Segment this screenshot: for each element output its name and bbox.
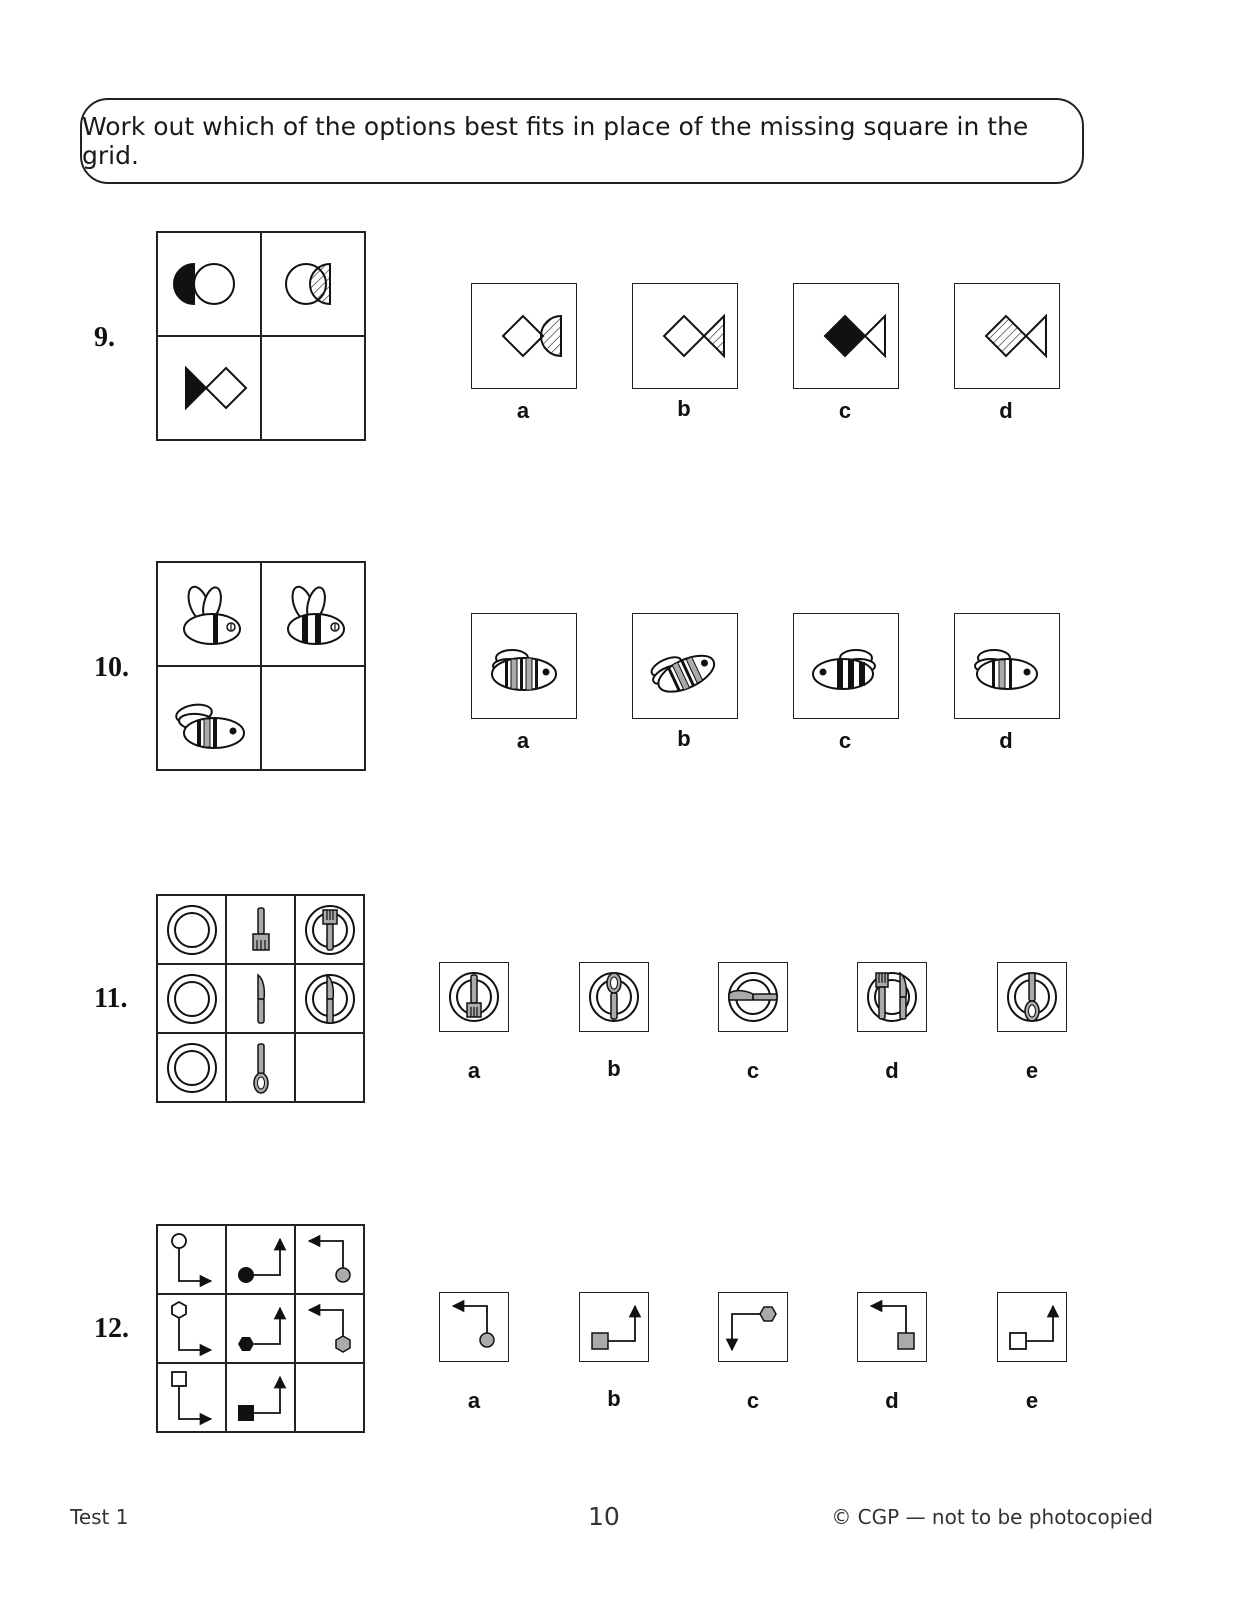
q10-option-b[interactable] xyxy=(632,613,738,719)
q9-option-d-label: d xyxy=(999,398,1013,423)
q9-option-b[interactable] xyxy=(632,283,738,389)
bee-icon xyxy=(801,626,891,706)
plate-knife-icon xyxy=(300,969,360,1029)
q11-option-b-label: b xyxy=(607,1056,621,1081)
q10-cell-3 xyxy=(157,666,261,770)
bee-icon xyxy=(268,574,358,654)
question-12-number: 12. xyxy=(94,1313,129,1344)
q11-option-a-label: a xyxy=(467,1058,481,1083)
q10-option-d[interactable] xyxy=(954,613,1060,719)
q9-cell-2 xyxy=(261,232,365,336)
plate-knife-icon xyxy=(723,967,783,1027)
q10-option-d-label: d xyxy=(999,728,1013,753)
plate-icon xyxy=(162,1038,222,1098)
q12-cell-3 xyxy=(295,1225,364,1294)
q9-option-c-label: c xyxy=(838,398,852,423)
q12-cell-7 xyxy=(157,1363,226,1432)
q9-option-b-label: b xyxy=(677,396,691,421)
copyright-notice: © CGP — not to be photocopied xyxy=(831,1505,1153,1529)
plate-icon xyxy=(162,969,222,1029)
q9-option-a[interactable] xyxy=(471,283,577,389)
q10-cell-2 xyxy=(261,562,365,666)
q11-option-d-label: d xyxy=(885,1058,899,1083)
bee-icon xyxy=(164,678,254,758)
instruction-box xyxy=(80,98,1084,184)
q12-option-b[interactable] xyxy=(579,1292,649,1362)
question-12-grid xyxy=(156,1224,365,1433)
q9-option-d[interactable] xyxy=(954,283,1060,389)
question-10-grid xyxy=(156,561,366,771)
q12-option-a-label: a xyxy=(467,1388,481,1413)
q12-missing-cell xyxy=(295,1363,364,1432)
bee-icon xyxy=(164,574,254,654)
q10-option-a[interactable] xyxy=(471,613,577,719)
plate-icon xyxy=(162,900,222,960)
question-11-grid xyxy=(156,894,365,1103)
q11-option-b[interactable] xyxy=(579,962,649,1032)
plate-spoon-icon xyxy=(1002,967,1062,1027)
q12-option-e[interactable] xyxy=(997,1292,1067,1362)
q12-cell-4 xyxy=(157,1294,226,1363)
bee-icon xyxy=(640,626,730,706)
plate-fork-knife-icon xyxy=(862,967,922,1027)
q9-option-a-label: a xyxy=(516,398,530,423)
q12-option-a[interactable] xyxy=(439,1292,509,1362)
q12-option-e-label: e xyxy=(1025,1388,1039,1413)
q11-cell-fork xyxy=(226,895,295,964)
q12-cell-2 xyxy=(226,1225,295,1294)
q12-option-c[interactable] xyxy=(718,1292,788,1362)
q11-cell-plate-knife xyxy=(295,964,364,1033)
q12-cell-6 xyxy=(295,1294,364,1363)
q9-cell-3 xyxy=(157,336,261,440)
q12-option-b-label: b xyxy=(607,1386,621,1411)
q11-option-a[interactable] xyxy=(439,962,509,1032)
q9-option-c[interactable] xyxy=(793,283,899,389)
q10-option-b-label: b xyxy=(677,726,691,751)
q12-cell-1 xyxy=(157,1225,226,1294)
q10-cell-1 xyxy=(157,562,261,666)
q12-cell-8 xyxy=(226,1363,295,1432)
question-9-grid xyxy=(156,231,366,441)
question-11-number: 11. xyxy=(94,983,128,1014)
bee-icon xyxy=(962,626,1052,706)
q11-option-e[interactable] xyxy=(997,962,1067,1032)
plate-fork-icon xyxy=(444,967,504,1027)
question-10-number: 10. xyxy=(94,652,129,683)
fork-icon xyxy=(231,900,291,960)
q10-option-a-label: a xyxy=(516,728,530,753)
q12-option-d[interactable] xyxy=(857,1292,927,1362)
q10-option-c-label: c xyxy=(838,728,852,753)
q12-option-d-label: d xyxy=(885,1388,899,1413)
q11-cell-plate-2 xyxy=(157,964,226,1033)
q11-cell-spoon xyxy=(226,1033,295,1102)
q11-option-d[interactable] xyxy=(857,962,927,1032)
question-9-number: 9. xyxy=(94,322,115,353)
q10-missing-cell xyxy=(261,666,365,770)
q11-cell-plate-1 xyxy=(157,895,226,964)
page-number: 10 xyxy=(588,1502,620,1531)
q10-option-c[interactable] xyxy=(793,613,899,719)
q12-cell-5 xyxy=(226,1294,295,1363)
knife-icon xyxy=(231,969,291,1029)
q11-option-c[interactable] xyxy=(718,962,788,1032)
plate-spoon-icon xyxy=(584,967,644,1027)
q9-missing-cell xyxy=(261,336,365,440)
bee-icon xyxy=(479,626,569,706)
q11-missing-cell xyxy=(295,1033,364,1102)
q11-cell-plate-fork xyxy=(295,895,364,964)
spoon-icon xyxy=(231,1038,291,1098)
footer-test-label: Test 1 xyxy=(70,1505,129,1529)
instruction-text: Work out which of the options best fits in place of the missing square in the grid. xyxy=(82,112,1029,170)
q9-cell-1 xyxy=(157,232,261,336)
q11-cell-plate-3 xyxy=(157,1033,226,1102)
q11-option-e-label: e xyxy=(1025,1058,1039,1083)
plate-fork-icon xyxy=(300,900,360,960)
q11-cell-knife xyxy=(226,964,295,1033)
q12-option-c-label: c xyxy=(746,1388,760,1413)
q11-option-c-label: c xyxy=(746,1058,760,1083)
